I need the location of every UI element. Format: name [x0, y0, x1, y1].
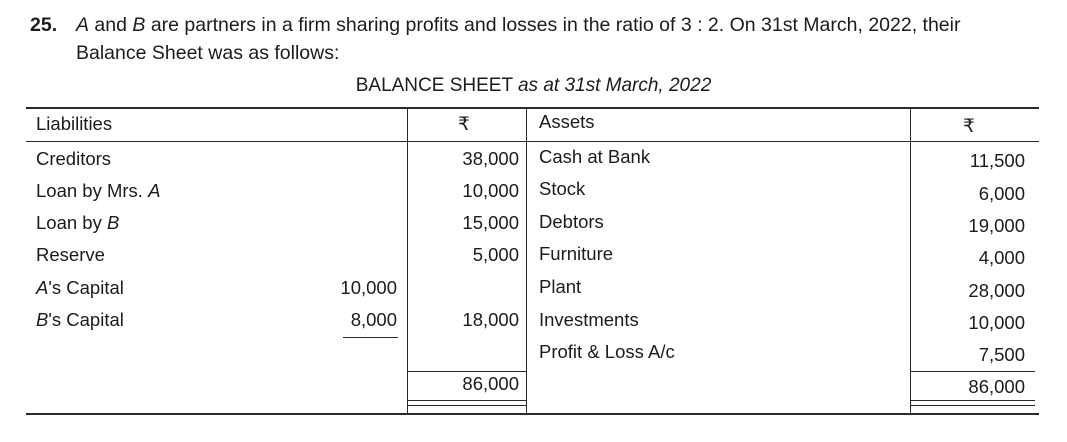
question-number: 25. [30, 14, 58, 36]
liability-subamount: 8,000 [350, 309, 397, 330]
asset-amount: 7,500 [978, 344, 1025, 365]
col-divider-liab-amount-right [526, 107, 527, 413]
assets-total-top-rule [911, 371, 1035, 372]
asset-amount: 4,000 [978, 247, 1025, 268]
liability-label [36, 277, 124, 299]
header-assets: Assets [539, 111, 595, 132]
balance-sheet-title-prefix: BALANCE SHEET [355, 75, 513, 96]
asset-label: Cash at Bank [539, 146, 651, 167]
col-divider-liab-amount-left [407, 107, 408, 413]
liability-amount: 10,000 [462, 180, 519, 201]
asset-label: Debtors [539, 211, 604, 232]
asset-amount: 28,000 [968, 280, 1025, 301]
header-rupee-liabilities: ₹ [458, 113, 470, 134]
liability-label [36, 309, 124, 331]
liability-label-party: A [148, 180, 161, 201]
assets-total: 86,000 [968, 376, 1025, 397]
assets-total-double-rule-2 [911, 405, 1035, 406]
liability-amount: 38,000 [462, 148, 519, 169]
assets-total-double-rule-1 [911, 400, 1035, 401]
header-liabilities: Liabilities [36, 113, 113, 134]
balance-sheet-title-suffix: as at 31st March, 2022 [517, 75, 712, 96]
liability-label-text: Loan by Mrs. [36, 180, 149, 201]
table-bottom-rule [26, 413, 1039, 415]
asset-amount: 6,000 [978, 183, 1025, 204]
asset-amount: 11,500 [969, 150, 1025, 171]
liabilities-total-double-rule-1 [408, 400, 526, 401]
liability-label-text: 's Capital [48, 309, 124, 330]
asset-label: Furniture [539, 243, 614, 264]
liability-label [36, 180, 160, 202]
liability-label: Reserve [36, 244, 105, 265]
partner-a: A [76, 14, 90, 36]
header-bottom-rule [26, 141, 1039, 142]
liability-amount: 5,000 [472, 244, 519, 265]
asset-amount: 10,000 [968, 312, 1025, 333]
liability-label-party: B [106, 212, 120, 233]
header-rupee-assets: ₹ [963, 115, 975, 136]
question-text-line-1 [76, 14, 960, 37]
balance-sheet-title [0, 75, 1067, 97]
asset-label: Investments [539, 309, 639, 330]
liability-label-text: Loan by [36, 212, 107, 233]
liability-label-text: 's Capital [48, 277, 124, 298]
liability-amount: 15,000 [462, 212, 519, 233]
liabilities-total-double-rule-2 [408, 405, 526, 406]
liability-label [36, 212, 119, 234]
liabilities-total: 86,000 [462, 373, 519, 394]
partner-b: B [132, 14, 146, 36]
capital-subtotal-underline [343, 337, 398, 338]
liability-label-party: B [36, 309, 49, 330]
asset-amount: 19,000 [968, 215, 1025, 236]
asset-label: Stock [539, 178, 586, 199]
table-top-rule [26, 107, 1039, 109]
liability-amount: 18,000 [462, 309, 519, 330]
asset-label: Plant [539, 276, 582, 297]
liability-label: Creditors [36, 148, 112, 169]
liability-subamount: 10,000 [340, 277, 397, 298]
question-text-line-2: Balance Sheet was as follows: [76, 42, 340, 64]
question-line-1: A and B are partners in a firm sharing profits and losses in the ratio of 3 : 2. On 31st March, 2022, their [76, 14, 961, 36]
asset-label: Profit & Loss A/c [539, 341, 675, 362]
liability-label-party: A [36, 277, 49, 298]
